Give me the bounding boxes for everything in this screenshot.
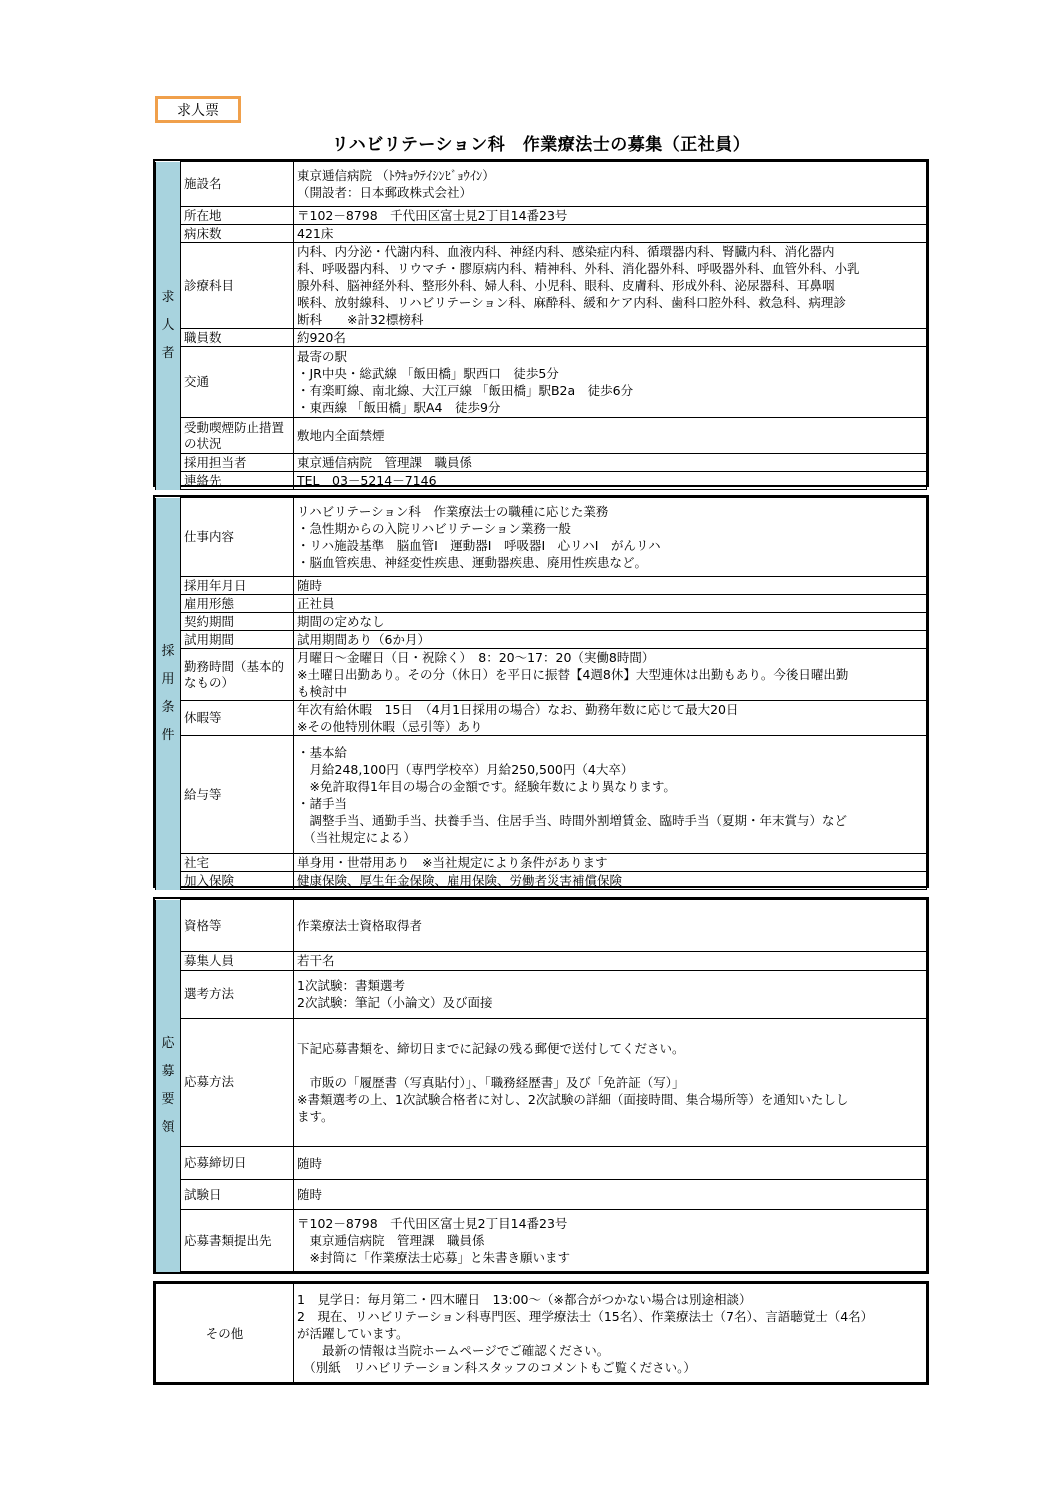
row-value-line: 月給248,100円（専門学校卒）月給250,500円（4大卒） (297, 761, 634, 777)
row-value-line: 内科、内分泌・代謝内科、血液内科、神経内科、感染症内科、循環器内科、腎臓内科、消化器内 (297, 244, 835, 259)
table-row (156, 207, 927, 225)
row-value-line: 東京逓信病院 管理課 職員係 (297, 1233, 485, 1249)
row-label: 診療科目 (181, 243, 294, 329)
row-label: 社宅 (181, 854, 294, 872)
row-value-line: 〒102－8798 千代田区富士見2丁目14番23号 (297, 208, 568, 223)
row-value-line: 1次試験：書類選考 (297, 978, 405, 994)
document-type-badge: 求人票 (155, 96, 241, 123)
row-value-line: 作業療法士資格取得者 (297, 918, 423, 934)
row-value-line: ※その他特別休暇（忌引等）あり (297, 719, 483, 734)
row-label: 所在地 (181, 207, 294, 225)
row-label: 選考方法 (181, 970, 294, 1018)
table-row (156, 347, 927, 418)
row-value (294, 162, 927, 207)
row-value (294, 1146, 927, 1179)
row-value (294, 577, 927, 595)
other-value (294, 1284, 927, 1383)
section-side-label (156, 162, 181, 490)
row-label: 受動喫煙防止措置の状況 (181, 418, 294, 454)
row-value-line: ※書類選考の上、1次試験合格者に対し、2次試験の詳細（面接時間、集合場所等）を通知いたしし (297, 1091, 849, 1107)
row-label: 仕事内容 (181, 498, 294, 577)
table-row (156, 1018, 927, 1146)
row-value (294, 701, 927, 736)
row-label: 契約期間 (181, 613, 294, 631)
table-row (156, 418, 927, 454)
row-value-line: も検討中 (297, 684, 348, 699)
table-row (156, 970, 927, 1018)
row-value (294, 952, 927, 970)
section-side-label-text: 採用条件 (161, 643, 175, 743)
row-value-line: 健康保険、厚生年金保険、雇用保険、労働者災害補償保険 (297, 873, 623, 888)
row-value (294, 1210, 927, 1272)
table-row (156, 613, 927, 631)
row-label: 休暇等 (181, 701, 294, 736)
employer-table (156, 162, 927, 490)
table-row (156, 736, 927, 854)
section-employer (153, 159, 929, 487)
row-value-line: リハビリテーション科 作業療法士の職種に応じた業務 (297, 504, 609, 519)
row-value (294, 418, 927, 454)
section-side-label-text: 求人者 (161, 289, 175, 361)
table-row (156, 1180, 927, 1210)
row-label: 採用担当者 (181, 454, 294, 472)
row-label: 連絡先 (181, 472, 294, 490)
table-row (156, 900, 927, 952)
conditions-table (156, 498, 927, 890)
table-row (156, 1210, 927, 1272)
row-value (294, 472, 927, 490)
section-other (153, 1281, 929, 1385)
row-label: 応募書類提出先 (181, 1210, 294, 1272)
row-value-line: ※封筒に「作業療法士応募」と朱書き願います (297, 1250, 570, 1266)
row-label: 試用期間 (181, 631, 294, 649)
row-value-line: ・急性期からの入院リハビリテーション業務一般 (297, 521, 571, 536)
row-value-line: 科、呼吸器内科、リウマチ・膠原病内科、精神科、外科、消化器外科、呼吸器外科、血管外科、小乳 (297, 261, 860, 276)
table-row (156, 701, 927, 736)
row-value-line: 随時 (297, 1155, 323, 1171)
row-value-line: 正社員 (297, 596, 335, 611)
other-row (156, 1284, 927, 1383)
row-value-line: 期間の定めなし (297, 614, 385, 629)
table-row (156, 595, 927, 613)
row-value (294, 900, 927, 952)
row-value-line: 腺外科、脳神経外科、整形外科、婦人科、小児科、眼科、皮膚科、形成外科、泌尿器科、耳鼻咽 (297, 278, 835, 293)
row-value (294, 454, 927, 472)
other-value-line: 最新の情報は当院ホームページでご確認ください。 (297, 1342, 610, 1358)
row-label: 資格等 (181, 900, 294, 952)
row-value (294, 498, 927, 577)
other-value-line: 2 現在、リハビリテーション科専門医、理学療法士（15名）、作業療法士（7名）、言語聴覚士（4名） (297, 1308, 874, 1324)
row-label: 加入保険 (181, 872, 294, 890)
row-value-line: 東京逓信病院 管理課 職員係 (297, 455, 473, 470)
row-value-line: ※土曜日出勤あり。その分（休日）を平日に振替【4週8休】大型連休は出勤もあり。今後日曜出勤 (297, 667, 849, 682)
row-label: 雇用形態 (181, 595, 294, 613)
row-value-line: 単身用・世帯用あり ※当社規定により条件があります (297, 855, 608, 870)
row-label: 交通 (181, 347, 294, 418)
row-value-line: ・基本給 (297, 744, 348, 760)
row-value (294, 243, 927, 329)
row-value-line: 約920名 (297, 330, 346, 345)
row-label: 応募方法 (181, 1018, 294, 1146)
row-label: 給与等 (181, 736, 294, 854)
row-label: 施設名 (181, 162, 294, 207)
row-value-line: 2次試験：筆記（小論文）及び面接 (297, 995, 493, 1011)
row-label: 勤務時間（基本的なもの） (181, 649, 294, 701)
application-table (156, 900, 927, 1272)
row-value-line: （当社規定による） (297, 829, 416, 845)
table-row (156, 631, 927, 649)
row-value-line: ・リハ施設基準 脳血管Ⅰ 運動器Ⅰ 呼吸器Ⅰ 心リハⅠ がんリハ (297, 538, 661, 553)
row-value-line: 調整手当、通勤手当、扶養手当、住居手当、時間外割増賃金、臨時手当（夏期・年末賞与）など (297, 812, 848, 828)
row-value (294, 736, 927, 854)
row-value-line: TEL 03－5214－7146 (297, 473, 437, 488)
row-value-line: 敷地内全面禁煙 (297, 428, 385, 443)
row-value (294, 329, 927, 347)
row-value-line: 〒102－8798 千代田区富士見2丁目14番23号 (297, 1216, 568, 1232)
section-side-label (156, 498, 181, 890)
row-value-line: 東京逓信病院 （ﾄｳｷｮｳﾃｲｼﾝﾋﾞｮｳｲﾝ） (297, 168, 495, 183)
other-value-line: が活躍しています。 (297, 1325, 409, 1341)
section-side-label (156, 900, 181, 1272)
table-row (156, 243, 927, 329)
table-row (156, 498, 927, 577)
row-value-line: ・有楽町線、南北線、大江戸線 「飯田橋」駅B2a 徒歩6分 (297, 383, 634, 398)
row-label: 募集人員 (181, 952, 294, 970)
row-label: 試験日 (181, 1180, 294, 1210)
row-value-line: 最寄の駅 (297, 349, 348, 364)
section-side-label-text: 応募要領 (161, 1035, 175, 1135)
other-label: その他 (156, 1284, 294, 1383)
table-row (156, 872, 927, 890)
table-row (156, 577, 927, 595)
table-row (156, 162, 927, 207)
table-row (156, 952, 927, 970)
table-row (156, 472, 927, 490)
page-title: リハビリテーション科 作業療法士の募集（正社員） (331, 135, 751, 155)
other-value-line: （別紙 リハビリテーション科スタッフのコメントもご覧ください。） (297, 1359, 696, 1375)
section-application (153, 897, 929, 1274)
section-conditions (153, 495, 929, 888)
row-value-line: ・東西線 「飯田橋」駅A4 徒歩9分 (297, 400, 501, 415)
table-row (156, 225, 927, 243)
row-value (294, 347, 927, 418)
row-value-line: 断科 ※計32標榜科 (297, 312, 424, 327)
row-value-line: ・脳血管疾患、神経変性疾患、運動器疾患、廃用性疾患など。 (297, 555, 648, 570)
table-row (156, 1146, 927, 1179)
table-row (156, 854, 927, 872)
row-value-line: ます。 (297, 1108, 334, 1124)
row-value (294, 631, 927, 649)
row-value-line: 年次有給休暇 15日 （4月1日採用の場合）なお、勤務年数に応じて最大20日 (297, 702, 739, 717)
row-value-line: ※免許取得1年目の場合の金額です。経験年数により異なります。 (297, 778, 676, 794)
row-value-line: （開設者：日本郵政株式会社） (297, 185, 473, 200)
row-value (294, 225, 927, 243)
other-value-line: 1 見学日：毎月第二・四木曜日 13:00～（※都合がつかない場合は別途相談） (297, 1291, 752, 1307)
row-value (294, 970, 927, 1018)
row-value-line: 421床 (297, 226, 334, 241)
row-value-line: 随時 (297, 1187, 323, 1203)
row-value-line: 試用期間あり（6か月） (297, 632, 430, 647)
row-label: 応募締切日 (181, 1146, 294, 1179)
row-value-line: 喉科、放射線科、リハビリテーション科、麻酔科、緩和ケア内科、歯科口腔外科、救急科、病理診 (297, 295, 846, 310)
table-row (156, 329, 927, 347)
row-value (294, 1180, 927, 1210)
row-label: 採用年月日 (181, 577, 294, 595)
row-value (294, 1018, 927, 1146)
row-value (294, 207, 927, 225)
row-value (294, 613, 927, 631)
row-value-line: 随時 (297, 578, 323, 593)
row-value (294, 854, 927, 872)
row-value (294, 595, 927, 613)
row-value-line: ・JR中央・総武線 「飯田橋」駅西口 徒歩5分 (297, 366, 559, 381)
row-value-line: 若干名 (297, 953, 335, 969)
row-value-line: ・諸手当 (297, 795, 348, 811)
row-value (294, 872, 927, 890)
table-row (156, 649, 927, 701)
table-row (156, 454, 927, 472)
row-value-line: 市販の「履歴書（写真貼付）」、「職務経歴書」及び「免許証（写）」 (297, 1074, 685, 1090)
row-label: 病床数 (181, 225, 294, 243)
row-value-line: 下記応募書類を、締切日までに記録の残る郵便で送付してください。 (297, 1040, 685, 1056)
row-value-line: 月曜日～金曜日（日・祝除く） 8：20～17：20（実働8時間） (297, 650, 655, 665)
row-value (294, 649, 927, 701)
row-value-line (297, 1057, 923, 1074)
row-label: 職員数 (181, 329, 294, 347)
